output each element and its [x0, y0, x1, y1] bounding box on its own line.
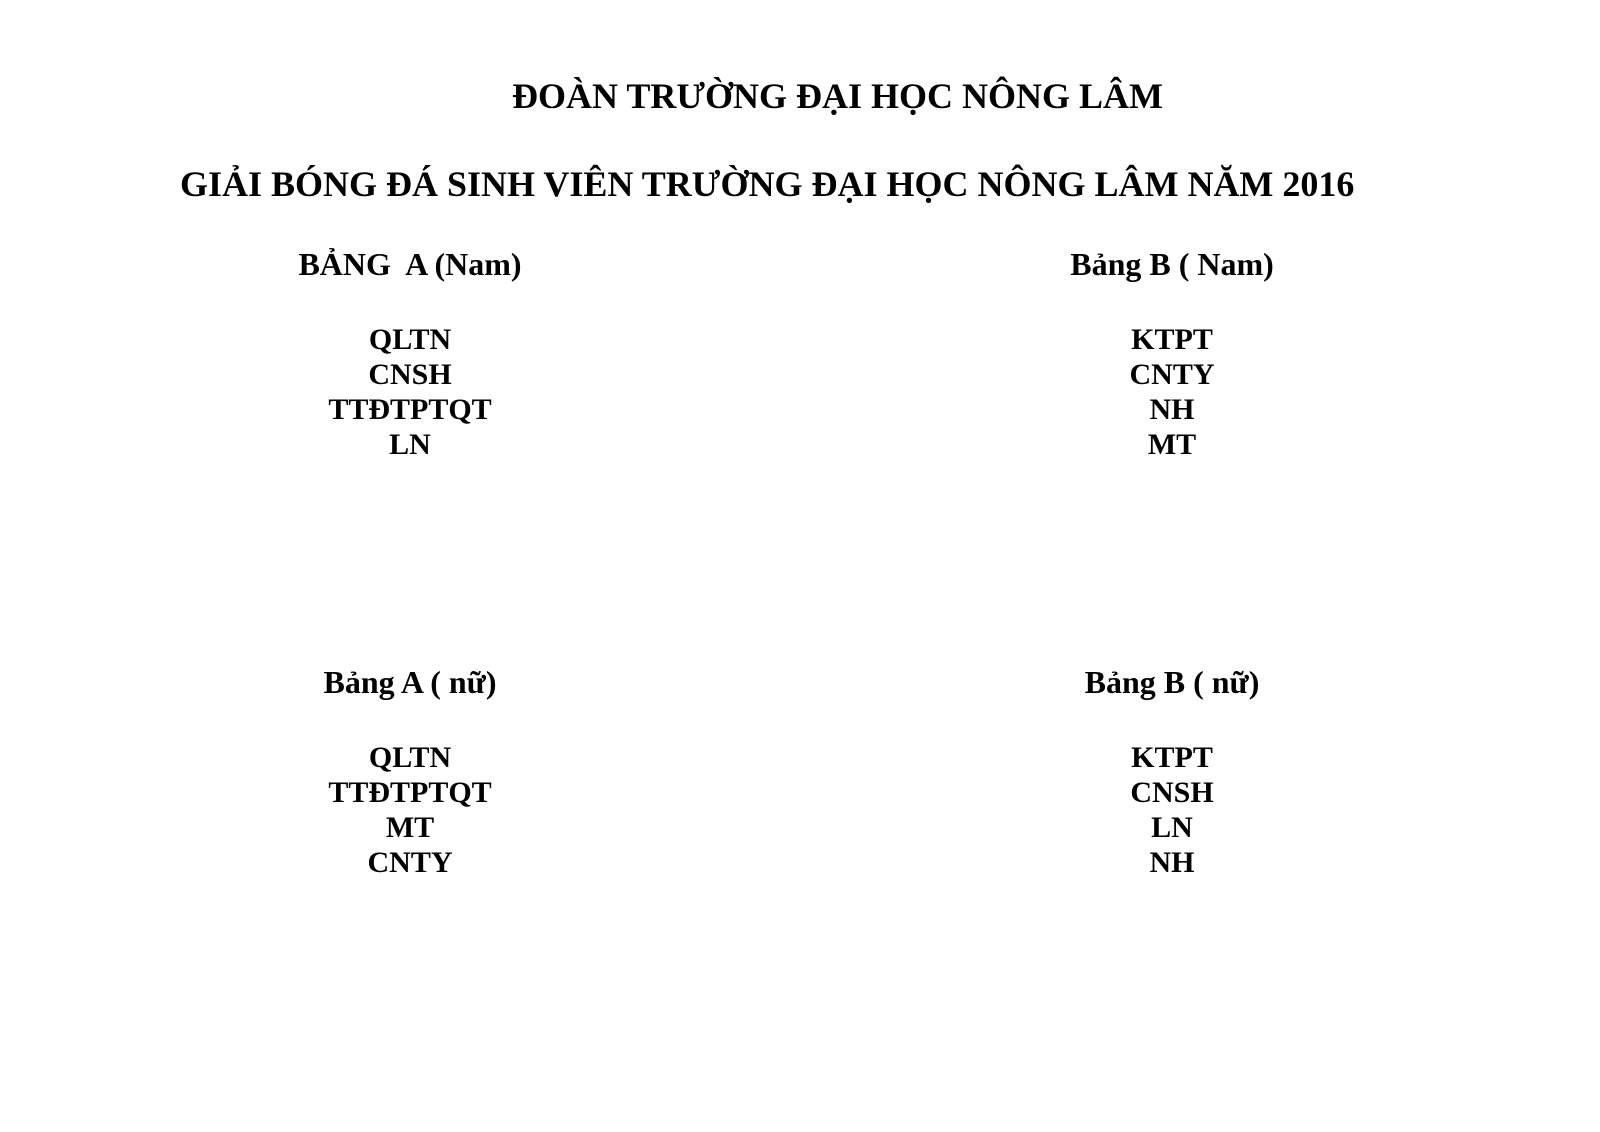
team-item: CNTY	[1129, 358, 1215, 391]
team-item: NH	[1149, 846, 1195, 879]
team-item: QLTN	[368, 323, 452, 356]
team-item: TTĐTPTQT	[328, 393, 492, 426]
team-item: KTPT	[1131, 323, 1213, 356]
team-item: LN	[1151, 811, 1193, 844]
team-item: MT	[1147, 428, 1197, 461]
organization-title: ĐOÀN TRƯỜNG ĐẠI HỌC NÔNG LÂM	[512, 76, 1164, 116]
group-b-women	[962, 662, 1382, 880]
team-list	[200, 740, 620, 880]
group-title: Bảng A ( nữ)	[323, 664, 497, 700]
group-title: Bảng B ( nữ)	[1084, 664, 1260, 700]
group-a-men	[200, 244, 620, 462]
team-item: KTPT	[1131, 741, 1213, 774]
team-list	[962, 740, 1382, 880]
team-item: MT	[385, 811, 435, 844]
team-item: CNSH	[368, 358, 452, 391]
team-item: NH	[1149, 393, 1195, 426]
team-item: LN	[389, 428, 431, 461]
group-a-women	[200, 662, 620, 880]
team-list	[962, 322, 1382, 462]
group-title: Bảng B ( Nam)	[1070, 246, 1274, 282]
team-item: CNSH	[1130, 776, 1214, 809]
team-item: QLTN	[368, 741, 452, 774]
group-title: BẢNG A (Nam)	[298, 246, 522, 282]
team-list	[200, 322, 620, 462]
group-b-men	[962, 244, 1382, 462]
team-item: CNTY	[367, 846, 453, 879]
tournament-title: GIẢI BÓNG ĐÁ SINH VIÊN TRƯỜNG ĐẠI HỌC NÔNG LÂM NĂM 2016	[180, 164, 1355, 204]
team-item: TTĐTPTQT	[328, 776, 492, 809]
